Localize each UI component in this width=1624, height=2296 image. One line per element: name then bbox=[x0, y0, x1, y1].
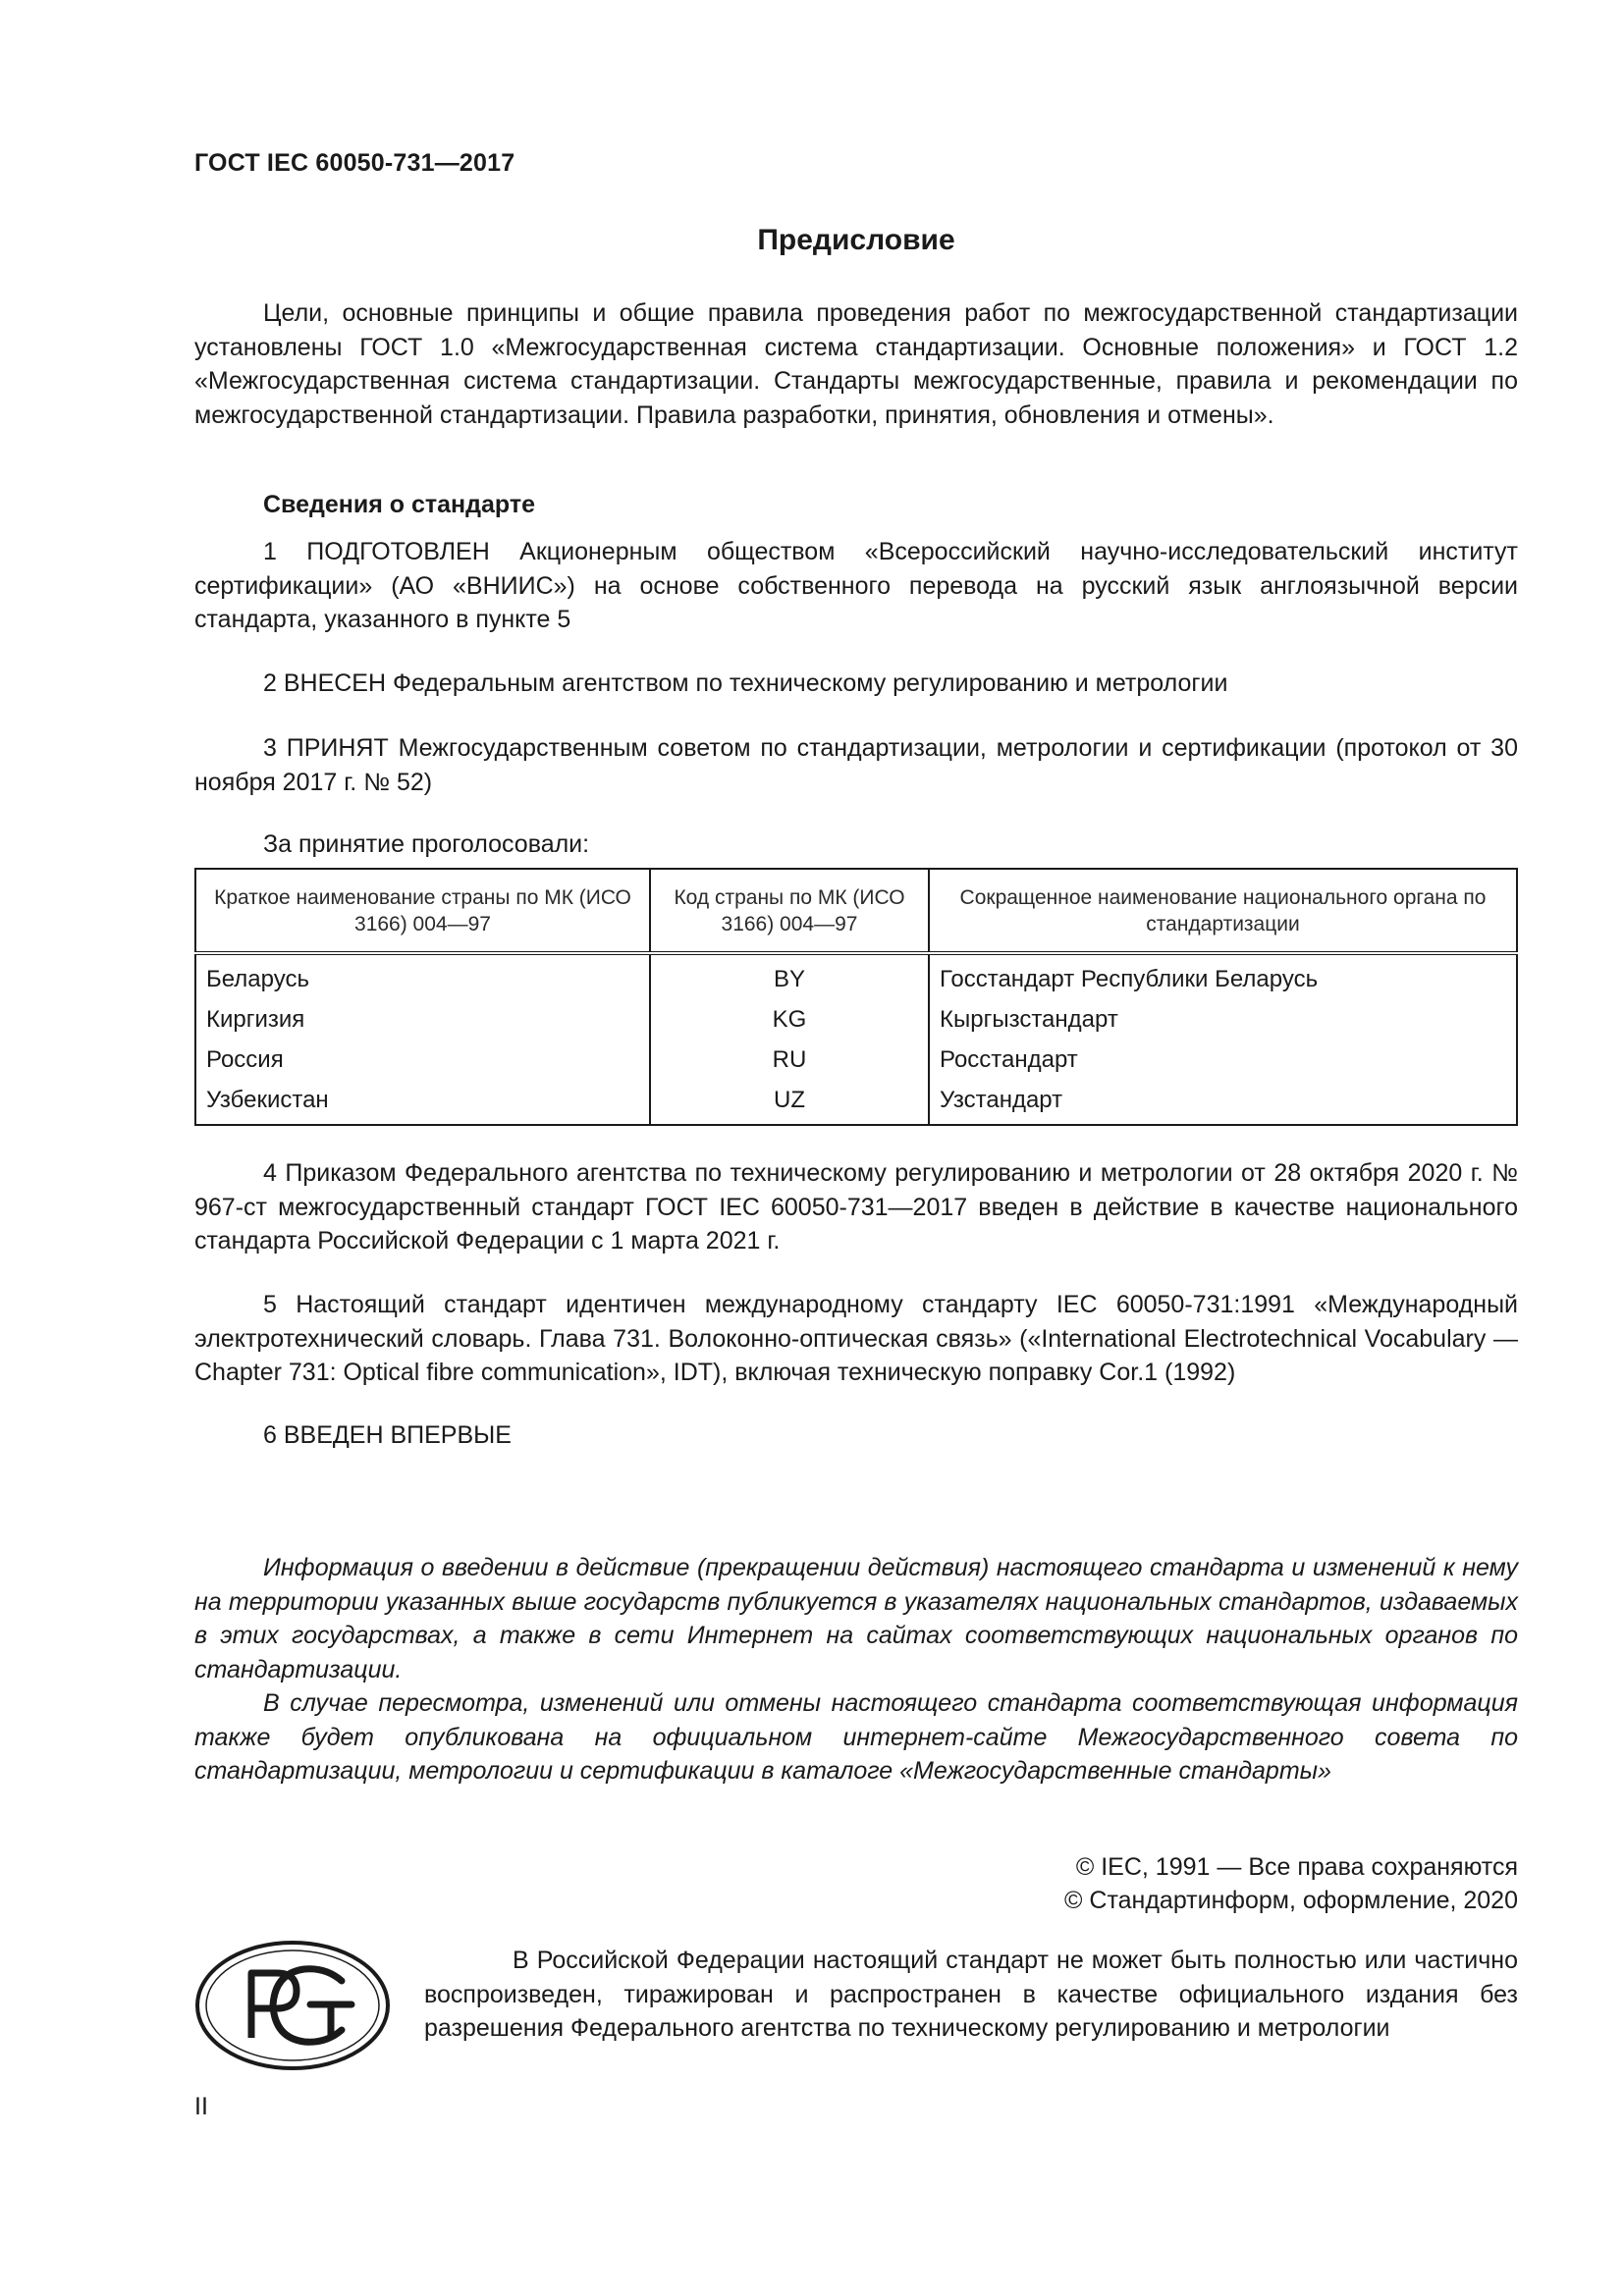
rst-certification-mark-icon bbox=[194, 1940, 391, 2071]
item-adopted: 3 ПРИНЯТ Межгосударственным советом по стандартизации, метрологии и сертификации (протокол от 30 ноября 2017 г. № 52) bbox=[194, 734, 1518, 796]
item-prepared: 1 ПОДГОТОВЛЕН Акционерным обществом «Всероссийский научно-исследовательский институт сертификации» (АО «ВНИИС») на основе собственного перевода на русский язык англоязычной версии стандарта, указанного в пункте 5 bbox=[194, 538, 1518, 633]
document-header: ГОСТ IEC 60050-731—2017 bbox=[194, 149, 515, 177]
table-row bbox=[195, 953, 1517, 999]
table-header-row bbox=[195, 869, 1517, 953]
revision-notice: В случае пересмотра, изменений или отмены настоящего стандарта соответствующая информация также будет опубликована на официальном интернет-сайте Межгосударственного совета по стандартизации, метрологии и сертификации в каталоге «Межгосударственные стандарты» bbox=[194, 1689, 1518, 1785]
rf-copyright-notice: В Российской Федерации настоящий стандарт не может быть полностью или частично воспроизведен, тиражирован и распространен в качестве официального издания без разрешения Федерального агентства по техническому регулированию и метрологии bbox=[424, 1947, 1518, 2042]
voting-countries-table bbox=[194, 868, 1518, 1126]
national-organ: Узстандарт bbox=[940, 1086, 1063, 1113]
copyright-iec: © IEC, 1991 — Все права сохраняются bbox=[1075, 1853, 1518, 1881]
table-row bbox=[195, 1080, 1517, 1125]
page-number: II bbox=[194, 2093, 208, 2120]
page-title: Предисловие bbox=[757, 224, 955, 256]
country-code: BY bbox=[650, 953, 929, 999]
national-organ: Кыргызстандарт bbox=[940, 1005, 1118, 1033]
country-code: KG bbox=[650, 999, 929, 1040]
item-introduced: 2 ВНЕСЕН Федеральным агентством по техническому регулированию и метрологии bbox=[263, 669, 1228, 697]
intro-paragraph: Цели, основные принципы и общие правила проведения работ по межгосударственной стандартизации установлены ГОСТ 1.0 «Межгосударственная система стандартизации. Основные положения» и ГОСТ 1.2 «Межгосударственная система стандартизации. Стандарты межгосударственные, правила и рекомендации по межгосударственной стандартизации. Правила разработки, принятия, обновления и отмены». bbox=[194, 299, 1518, 429]
item-order: 4 Приказом Федерального агентства по техническому регулированию и метрологии от 28 октября 2020 г. № 967-ст межгосударственный стандарт ГОСТ IEC 60050-731—2017 введен в действие в качестве национального стандарта Российской Федерации с 1 марта 2021 г. bbox=[194, 1159, 1518, 1255]
country-name: Узбекистан bbox=[195, 1080, 650, 1125]
standard-info-heading: Сведения о стандарте bbox=[263, 491, 536, 518]
national-organ: Госстандарт Республики Беларусь bbox=[940, 965, 1319, 992]
table-row bbox=[195, 1040, 1517, 1080]
country-name: Россия bbox=[195, 1040, 650, 1080]
item-identical: 5 Настоящий стандарт идентичен международному стандарту IEC 60050-731:1991 «Международный электротехнический словарь. Глава 731. Волоконно-оптическая связь» («International Electrotechnical Vocabulary — Chapter 731: Optical fibre communication», IDT), включая техническую поправку Cor.1 (1992) bbox=[194, 1291, 1518, 1386]
country-code: RU bbox=[650, 1040, 929, 1080]
copyright-standartinform: © Стандартинформ, оформление, 2020 bbox=[1064, 1887, 1518, 1914]
info-notice: Информация о введении в действие (прекращении действия) настоящего стандарта и изменений к нему на территории указанных выше государств публикуется в указателях национальных стандартов, издаваемых в этих государствах, а также в сети Интернет на сайтах соответствующих национальных органов по стандартизации. bbox=[194, 1554, 1518, 1683]
national-organ: Росстандарт bbox=[940, 1045, 1078, 1073]
country-code: UZ bbox=[650, 1080, 929, 1125]
vote-label: За принятие проголосовали: bbox=[263, 830, 590, 858]
column-header-country: Краткое наименование страны по МК (ИСО 3166) 004—97 bbox=[195, 869, 650, 953]
column-header-code: Код страны по МК (ИСО 3166) 004—97 bbox=[650, 869, 929, 953]
column-header-organ: Сокращенное наименование национального органа по стандартизации bbox=[929, 869, 1517, 953]
item-first-introduced: 6 ВВЕДЕН ВПЕРВЫЕ bbox=[263, 1421, 512, 1449]
table-row bbox=[195, 999, 1517, 1040]
country-name: Киргизия bbox=[195, 999, 650, 1040]
country-name: Беларусь bbox=[195, 953, 650, 999]
